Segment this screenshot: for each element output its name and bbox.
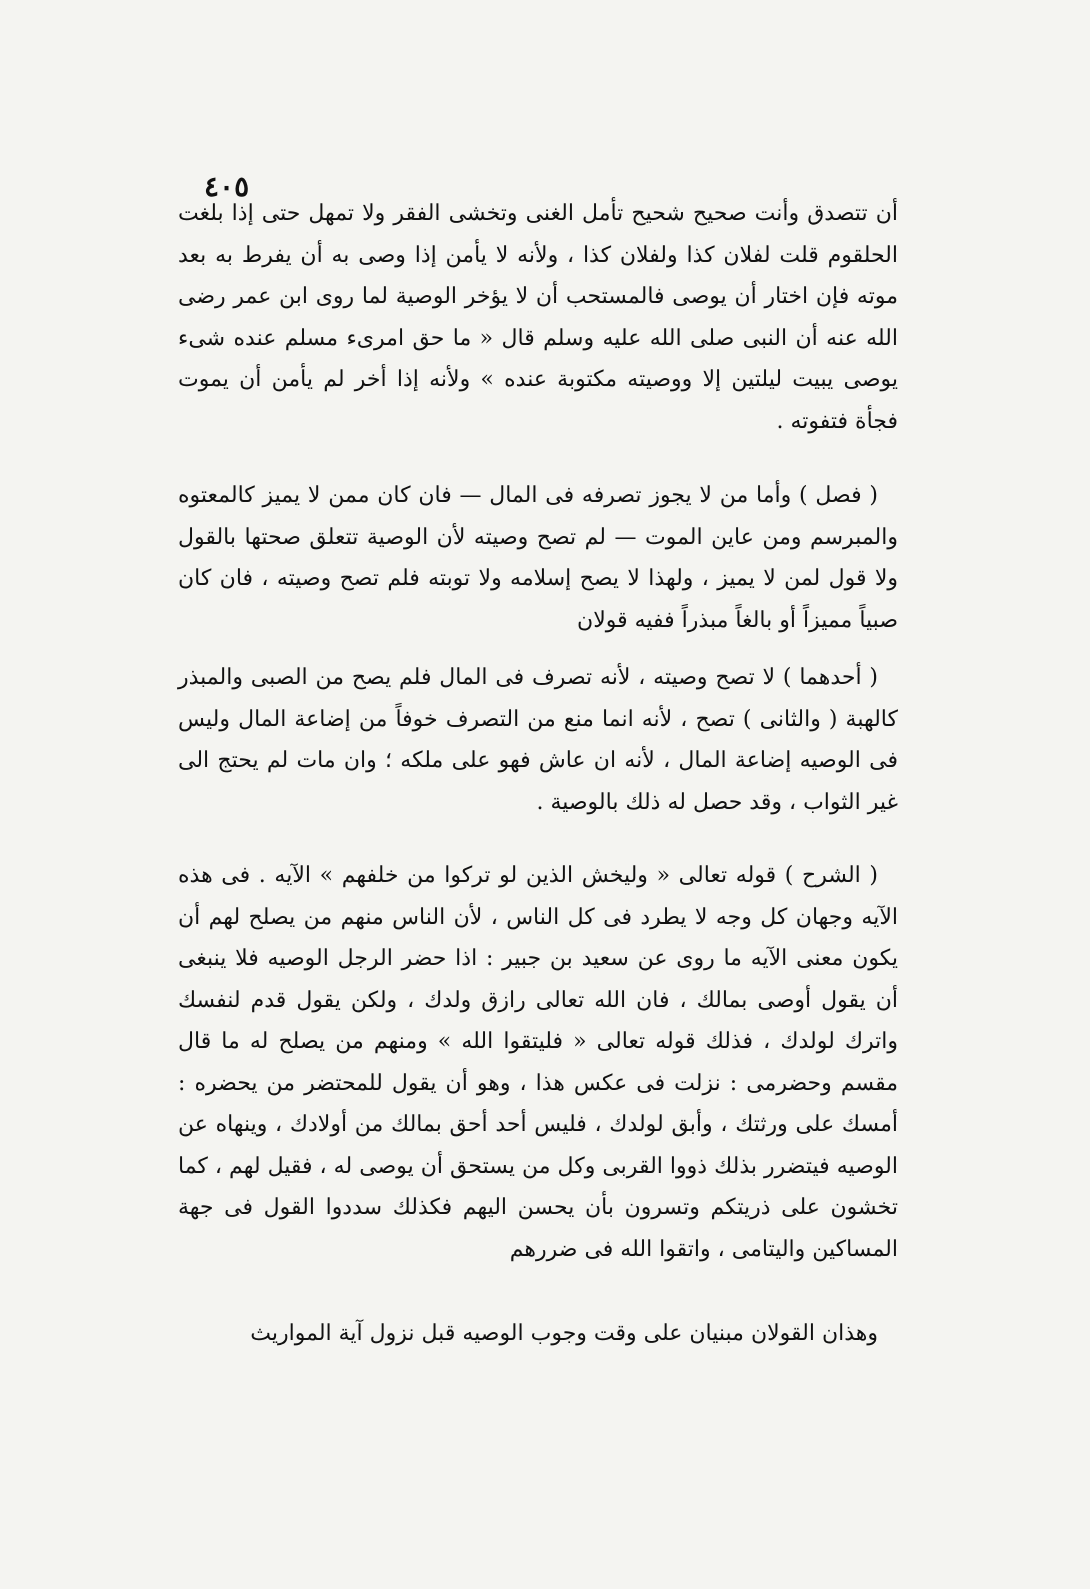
paragraph-3-ahaduhuma: ( أحدهما ) لا تصح وصيته ، لأنه تصرف فى المال فلم يصح من الصبى والمبذر كالهبة ( والثانى ) تصح ، لأنه انما منع من التصرف خوفاً من إضاعة المال وليس فى الوصيه إضاعة المال ، لأنه ان عاش فهو على ملكه ؛ وان مات لم يحتج الى غير الثواب ، وقد حصل له ذلك بالوصية .	[178, 665, 898, 815]
paragraph-1: أن تتصدق وأنت صحيح شحيح تأمل الغنى وتخشى الفقر ولا تمهل حتى إذا بلغت الحلقوم قلت لفلان كذا ولفلان كذا ، ولأنه لا يأمن إذا وصى به أن يفرط به بعد موته فإن اختار أن يوصى فالمستحب أن لا يؤخر الوصية لما روى ابن عمر رضى الله عنه أن النبى صلى الله عليه وسلم قال « ما حق امرىء مسلم عنده شىء يوصى يبيت ليلتين إلا ووصيته مكتوبة عنده » ولأنه إذا أخر لم يأمن أن يموت فجأة فتفوته .	[178, 201, 898, 434]
paragraph-5: وهذان القولان مبنيان على وقت وجوب الوصيه قبل نزول آية المواريث	[250, 1321, 878, 1346]
paragraph-2-fasl: ( فصل ) وأما من لا يجوز تصرفه فى المال — فان كان ممن لا يميز كالمعتوه والمبرسم ومن عاين الموت — لم تصح وصيته لأن الوصية تتعلق صحتها بالقول ولا قول لمن لا يميز ، ولهذا لا يصح إسلامه ولا توبته فلم تصح وصيته ، فان كان صبياً مميزاً أو بالغاً مبذراً ففيه قولان	[178, 483, 898, 633]
page-number: ٤٠٥	[204, 170, 250, 203]
paragraph-4-sharh: ( الشرح ) قوله تعالى « وليخش الذين لو تركوا من خلفهم » الآيه . فى هذه الآيه وجهان كل وجه لا يطرد فى كل الناس ، لأن الناس منهم من يصلح لهم أن يكون معنى الآيه ما روى عن سعيد بن جبير : اذا حضر الرجل الوصيه فلا ينبغى أن يقول أوصى بمالك ، فان الله تعالى رازق ولدك ، ولكن يقول قدم لنفسك واترك لولدك ، فذلك قوله تعالى « فليتقوا الله » ومنهم من يصلح له ما قال مقسم وحضرمى : نزلت فى عكس هذا ، وهو أن يقول للمحتضر من يحضره : أمسك على ورثتك ، وأبق لولدك ، فليس أحد أحق بمالك من أولادك ، وينهاه عن الوصيه فيتضرر بذلك ذووا القربى وكل من يستحق أن يوصى له ، فقيل لهم ، كما تخشون على ذريتكم وتسرون بأن يحسن اليهم فكذلك سددوا القول فى جهة المساكين واليتامى ، واتقوا الله فى ضررهم	[178, 863, 899, 1262]
